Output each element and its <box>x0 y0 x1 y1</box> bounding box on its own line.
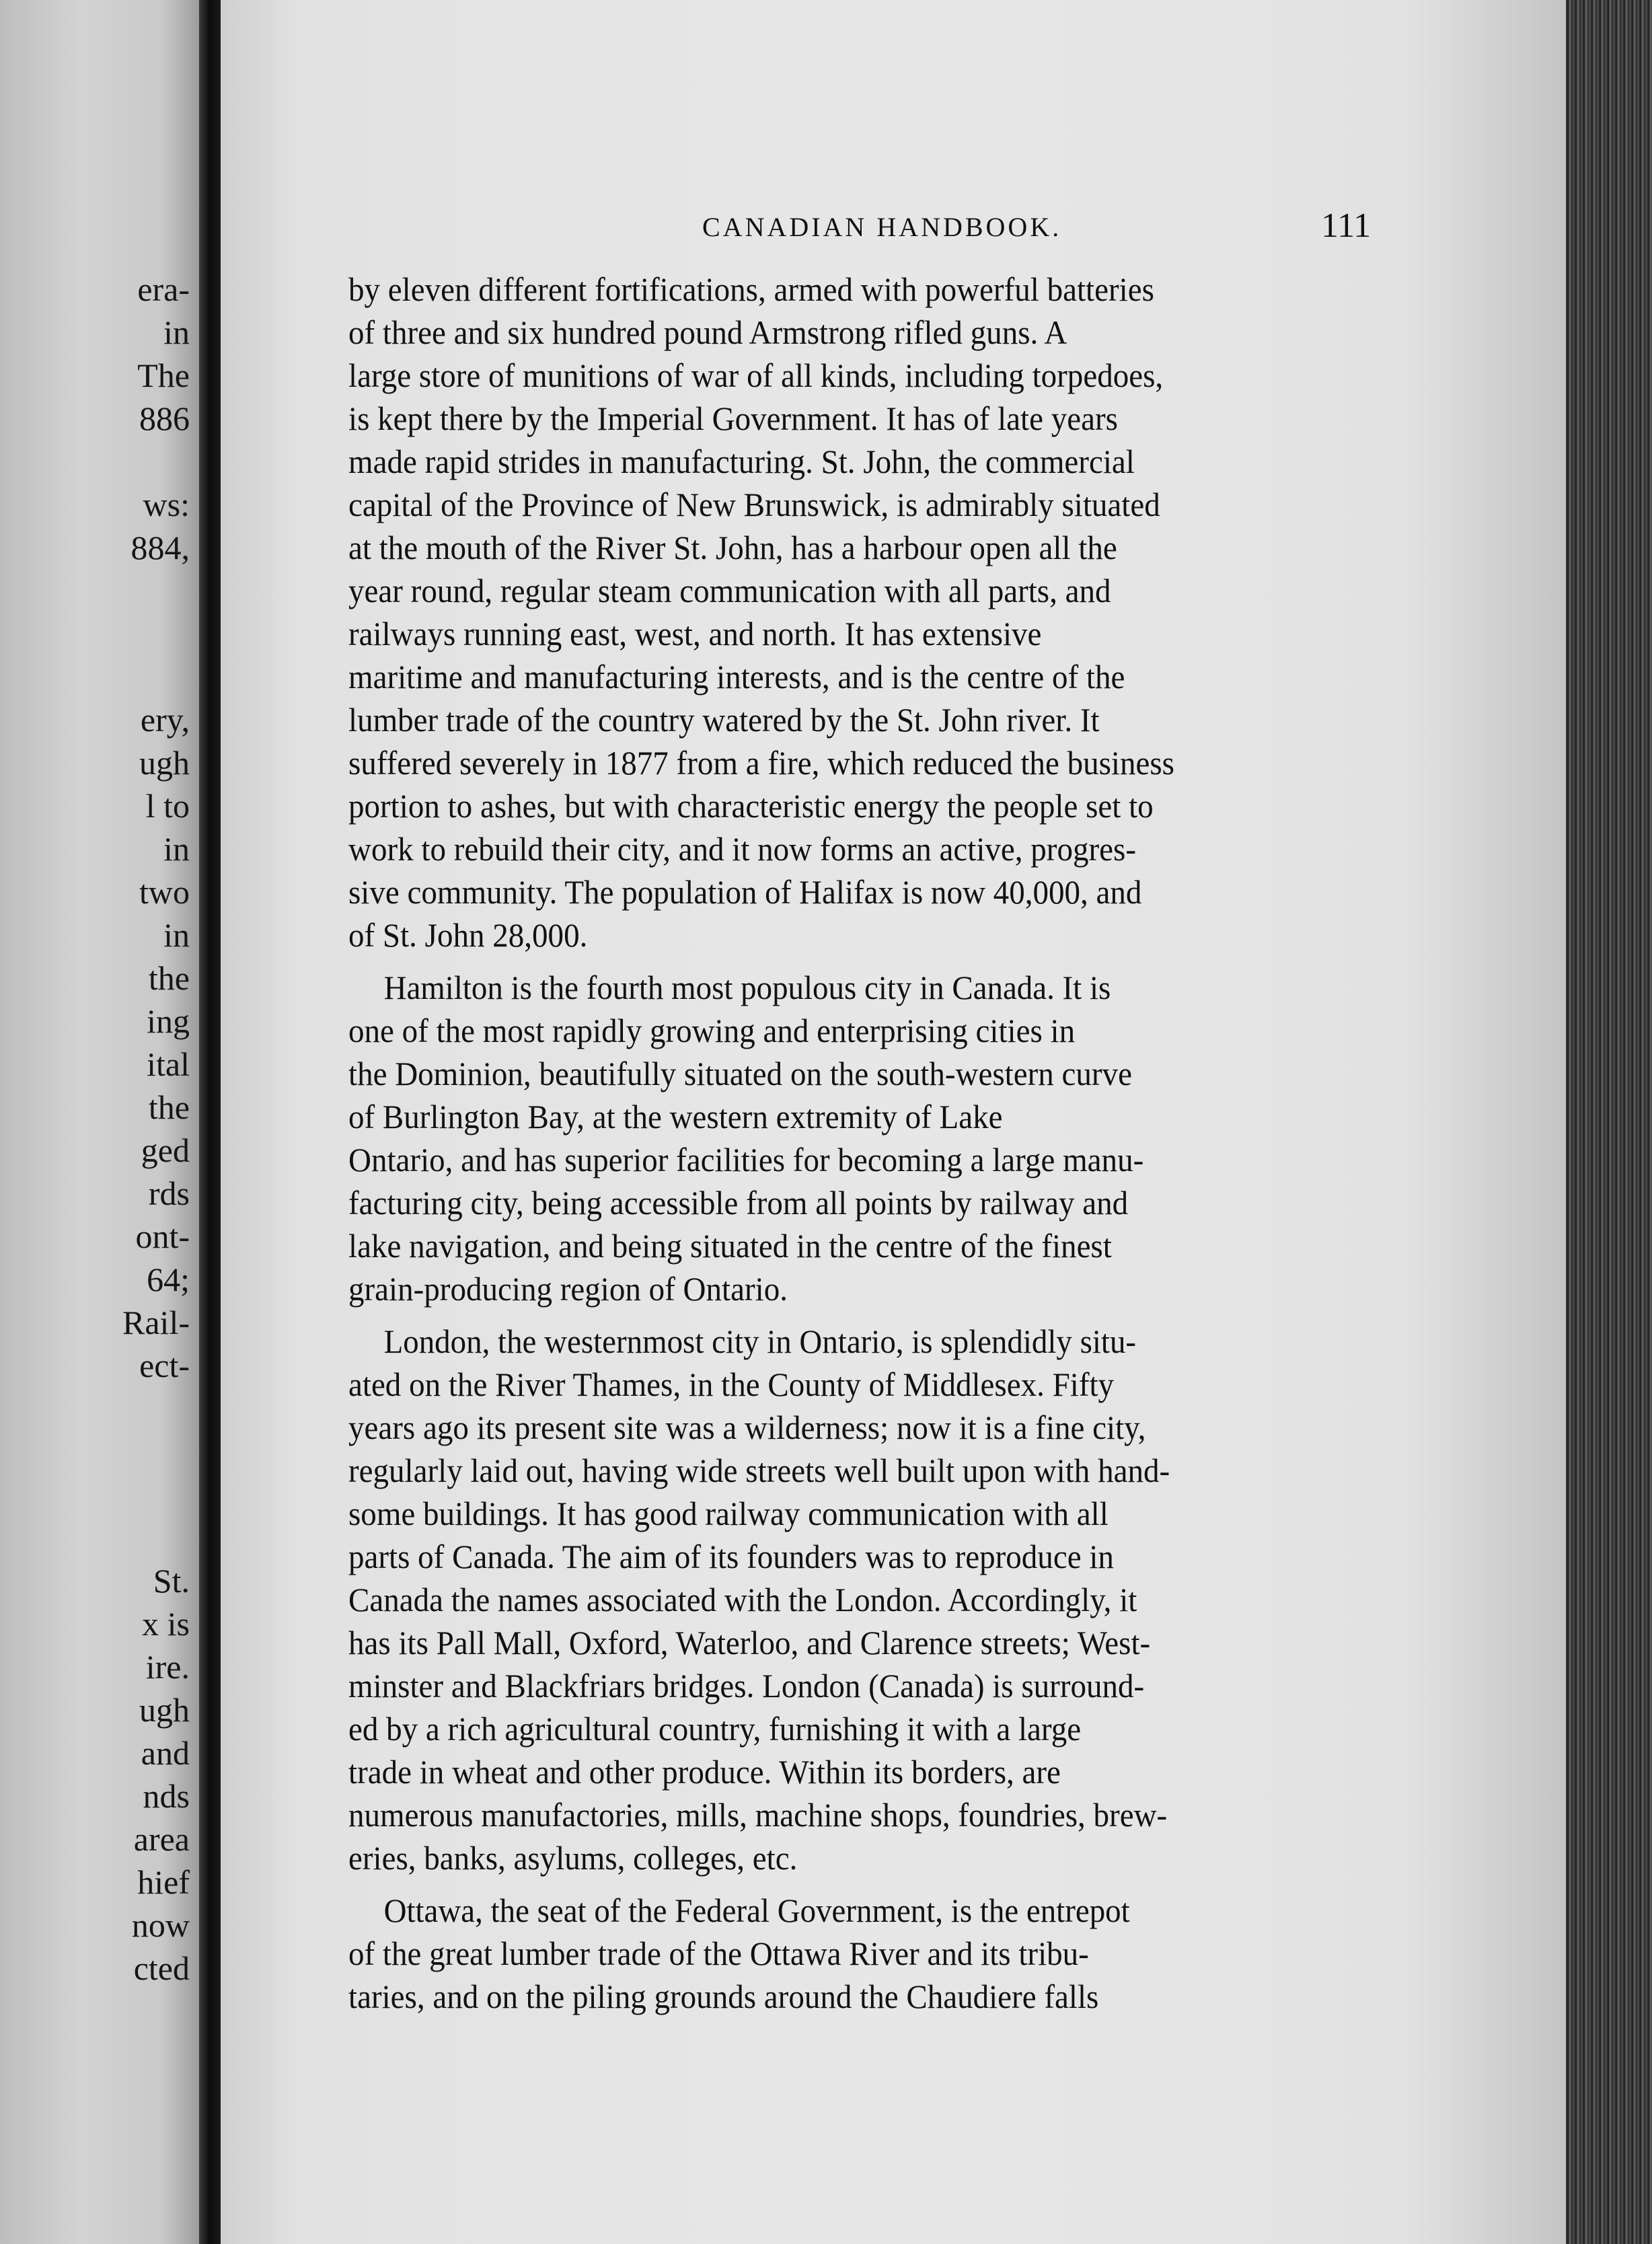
page-number: 111 <box>1321 207 1372 245</box>
text-line: lake navigation, and being situated in the centre of the finest <box>348 1227 1112 1265</box>
text-line: work to rebuild their city, and it now forms an active, progres- <box>348 830 1137 868</box>
facing-page-fragment: x is <box>142 1605 190 1643</box>
facing-page-fragment: era- <box>137 270 190 308</box>
paragraph-london <box>348 1320 1593 1879</box>
text-line: regularly laid out, having wide streets well built upon with hand- <box>348 1452 1170 1489</box>
text-line: the Dominion, beautifully situated on the south-western curve <box>348 1055 1132 1092</box>
text-line: London, the westernmost city in Ontario, is splendidly situ- <box>383 1322 1137 1360</box>
text-line: Ontario, and has superior facilities for becoming a large manu- <box>348 1141 1144 1179</box>
text-line: Hamilton is the fourth most populous city in Canada. It is <box>383 969 1111 1006</box>
text-line: is kept there by the Imperial Government. It has of late years <box>348 400 1118 437</box>
text-line: by eleven different fortifications, armed with powerful batteries <box>348 270 1154 308</box>
text-line: one of the most rapidly growing and enterprising cities in <box>348 1012 1076 1049</box>
facing-page-fragment: ged <box>141 1131 190 1169</box>
facing-page-fragment: 64; <box>147 1261 190 1298</box>
text-line: ed by a rich agricultural country, furnishing it with a large <box>348 1710 1082 1748</box>
facing-page-fragment <box>122 612 190 655</box>
body-text <box>348 268 1593 2018</box>
facing-page-fragment: ws: <box>143 486 190 523</box>
facing-page-fragment: ugh <box>139 744 190 782</box>
facing-page-fragment: two <box>139 873 190 911</box>
facing-page-fragment: ery, <box>140 701 190 739</box>
facing-page-fragment: and <box>141 1734 190 1772</box>
facing-page-fragment: ire. <box>145 1648 190 1686</box>
facing-page-fragment: the <box>148 1088 190 1126</box>
facing-page-fragment <box>122 655 190 698</box>
text-line: maritime and manufacturing interests, and is the centre of the <box>348 658 1125 696</box>
facing-page-fragment: ital <box>147 1045 190 1083</box>
facing-page-fragment: in <box>163 916 190 954</box>
text-line: parts of Canada. The aim of its founders was to reproduce in <box>348 1538 1114 1575</box>
facing-page-fragment: the <box>148 959 190 997</box>
text-line: portion to ashes, but with characteristic energy the people set to <box>348 787 1154 825</box>
facing-page-fragment: ont- <box>135 1218 190 1255</box>
book-page-edges <box>1566 0 1652 2244</box>
text-line: years ago its present site was a wilderness; now it is a fine city, <box>348 1409 1146 1446</box>
text-line: year round, regular steam communication with all parts, and <box>348 572 1111 609</box>
facing-page-fragment: ect- <box>139 1347 190 1384</box>
text-line: taries, and on the piling grounds around the Chaudiere falls <box>348 1978 1099 2015</box>
facing-page-fragment: The <box>137 357 190 394</box>
text-line: made rapid strides in manufacturing. St. John, the commercial <box>348 443 1135 480</box>
text-line: at the mouth of the River St. John, has a harbour open all the <box>348 529 1117 566</box>
text-line: railways running east, west, and north. It has extensive <box>348 615 1042 652</box>
facing-page-fragment: cted <box>133 1949 190 1987</box>
facing-page-fragment <box>122 1387 190 1430</box>
facing-page-text-fragments <box>122 268 190 1990</box>
text-line: has its Pall Mall, Oxford, Waterloo, and Clarence streets; West- <box>348 1624 1151 1661</box>
text-line: large store of munitions of war of all kinds, including torpedoes, <box>348 357 1164 394</box>
paragraph-hamilton <box>348 966 1593 1310</box>
facing-page-fragment: l to <box>145 787 190 825</box>
facing-page-fragment: St. <box>153 1562 190 1600</box>
text-line: Ottawa, the seat of the Federal Government, is the entrepot <box>383 1892 1130 1929</box>
facing-page-fragment: rds <box>148 1174 190 1212</box>
text-line: trade in wheat and other produce. Within its borders, are <box>348 1753 1061 1791</box>
facing-page-left <box>0 0 202 2244</box>
facing-page-fragment: ing <box>147 1002 190 1040</box>
text-line: numerous manufactories, mills, machine shops, foundries, brew- <box>348 1796 1168 1834</box>
text-line: suffered severely in 1877 from a fire, which reduced the business <box>348 744 1174 782</box>
facing-page-fragment: in <box>163 830 190 868</box>
paragraph-halifax-st-john <box>348 268 1593 957</box>
facing-page-fragment: in <box>163 313 190 351</box>
facing-page-fragment <box>122 1473 190 1516</box>
text-line: ated on the River Thames, in the County of Middlesex. Fifty <box>348 1366 1115 1403</box>
text-line: facturing city, being accessible from all points by railway and <box>348 1184 1129 1222</box>
facing-page-fragment: 886 <box>139 400 190 437</box>
text-line: of three and six hundred pound Armstrong rifled guns. A <box>348 313 1067 351</box>
facing-page-fragment <box>122 1516 190 1559</box>
facing-page-fragment: area <box>133 1820 190 1858</box>
text-line: of the great lumber trade of the Ottawa River and its tribu- <box>348 1935 1089 1972</box>
facing-page-fragment: now <box>131 1906 190 1944</box>
text-line: capital of the Province of New Brunswick, is admirably situated <box>348 486 1160 523</box>
text-line: lumber trade of the country watered by the St. John river. It <box>348 701 1100 739</box>
text-line: eries, banks, asylums, colleges, etc. <box>348 1839 798 1877</box>
text-line: some buildings. It has good railway communication with all <box>348 1495 1109 1532</box>
facing-page-fragment <box>122 569 190 612</box>
facing-page-fragment: 884, <box>130 529 190 566</box>
facing-page-fragment: Rail- <box>122 1304 190 1341</box>
facing-page-fragment: nds <box>143 1777 190 1815</box>
facing-page-fragment <box>122 440 190 483</box>
facing-page-fragment: ugh <box>139 1691 190 1729</box>
text-line: minster and Blackfriars bridges. London (Canada) is surround- <box>348 1667 1145 1705</box>
paragraph-ottawa <box>348 1889 1593 2018</box>
text-line: Canada the names associated with the London. Accordingly, it <box>348 1581 1137 1618</box>
text-line: grain-producing region of Ontario. <box>348 1270 788 1308</box>
book-gutter <box>199 0 222 2244</box>
text-line: sive community. The population of Halifax is now 40,000, and <box>348 873 1142 911</box>
text-line: of Burlington Bay, at the western extremity of Lake <box>348 1098 1003 1135</box>
running-head <box>221 206 1566 249</box>
facing-page-fragment <box>122 1430 190 1473</box>
text-line: of St. John 28,000. <box>348 916 588 954</box>
facing-page-fragment: hief <box>137 1863 190 1901</box>
running-title: CANADIAN HANDBOOK. <box>702 212 1062 242</box>
page-111 <box>221 0 1566 2244</box>
